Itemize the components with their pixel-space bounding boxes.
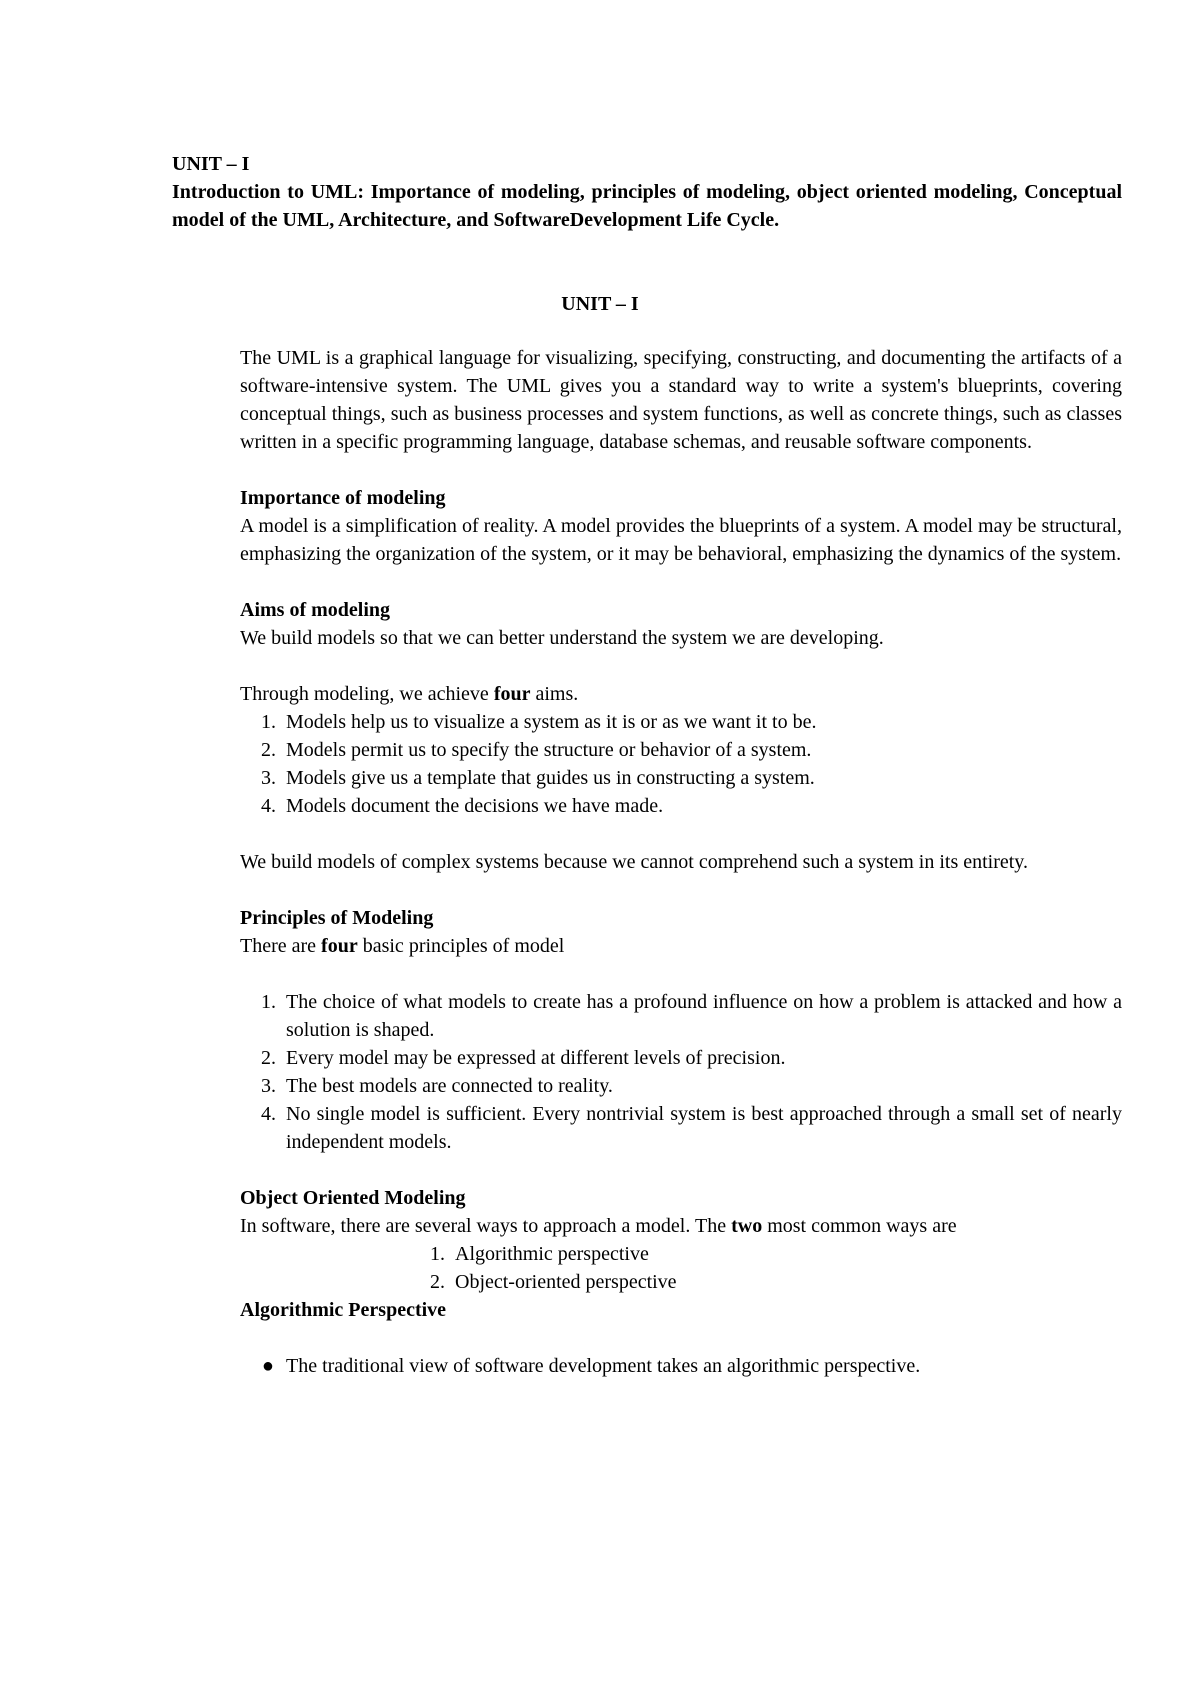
list-number: 3.: [261, 1075, 276, 1097]
list-item-text: Models give us a template that guides us in constructing a system.: [286, 767, 815, 789]
list-item-text: Models help us to visualize a system as it is or as we want it to be.: [286, 711, 817, 733]
oo-intro-after: most common ways are: [762, 1215, 957, 1237]
principles-list: [240, 988, 1122, 1156]
list-item: [409, 1240, 1122, 1268]
list-item-text: The best models are connected to reality.: [286, 1075, 613, 1097]
principles-heading: Principles of Modeling: [240, 907, 434, 929]
importance-text: A model is a simplification of reality. A model provides the blueprints of a system. A model may be structural, emphasizing the organization of the system, or it may be behavioral, emphasizing the dynamics of the system.: [240, 515, 1122, 565]
principles-intro-before: There are: [240, 935, 322, 957]
list-number: 2.: [261, 739, 276, 761]
list-item-text: Object-oriented perspective: [455, 1271, 677, 1293]
aims-intro-bold: four: [493, 683, 531, 705]
aims-closing: We build models of complex systems because we cannot comprehend such a system in its entirety.: [240, 851, 1029, 873]
oo-modeling-intro: [240, 1212, 1122, 1240]
principles-intro: [240, 932, 1122, 960]
list-number: 4.: [261, 1103, 276, 1125]
list-item: [409, 1268, 1122, 1296]
list-item: [240, 1352, 1122, 1380]
algorithmic-bullets: [240, 1352, 1122, 1380]
list-item: [240, 1044, 1122, 1072]
list-number: 1.: [261, 711, 276, 733]
oo-modeling-heading: Object Oriented Modeling: [240, 1187, 466, 1209]
list-item: [240, 988, 1122, 1044]
oo-modeling-list: [240, 1240, 1122, 1296]
aims-list: [240, 708, 1122, 820]
unit-title: UNIT – I: [561, 293, 639, 315]
oo-intro-before: In software, there are several ways to approach a model. The: [240, 1215, 732, 1237]
importance-heading: Importance of modeling: [240, 487, 446, 509]
aims-intro-before: Through modeling, we achieve: [240, 683, 494, 705]
aims-heading: Aims of modeling: [240, 599, 390, 621]
unit-label: UNIT – I: [172, 153, 250, 175]
list-item-text: The traditional view of software development takes an algorithmic perspective.: [286, 1355, 921, 1377]
principles-intro-bold: four: [321, 935, 358, 957]
main-content: [240, 344, 1122, 1380]
list-item: [240, 1100, 1122, 1156]
aims-text: We build models so that we can better understand the system we are developing.: [240, 627, 884, 649]
list-number: 1.: [430, 1243, 445, 1265]
list-item: [240, 736, 1122, 764]
list-number: 1.: [261, 991, 276, 1013]
list-item-text: No single model is sufficient. Every nontrivial system is best approached through a small set of nearly independent models.: [286, 1103, 1122, 1153]
bullet-icon: ●: [261, 1355, 274, 1377]
list-number: 3.: [261, 767, 276, 789]
aims-intro-after: aims.: [530, 683, 579, 705]
syllabus-intro: Introduction to UML: Importance of modeling, principles of modeling, object oriented modeling, Conceptual model of the UML, Architecture, and SoftwareDevelopment Life Cycle.: [172, 181, 1122, 231]
principles-intro-after: basic principles of model: [357, 935, 565, 957]
aims-intro: [240, 680, 1122, 708]
list-item-text: Every model may be expressed at different levels of precision.: [286, 1047, 786, 1069]
list-number: 2.: [261, 1047, 276, 1069]
uml-paragraph: The UML is a graphical language for visualizing, specifying, constructing, and documenting the artifacts of a software-intensive system. The UML gives you a standard way to write a system's blueprints, covering conceptual things, such as business processes and system functions, as well as concrete things, such as classes written in a specific programming language, database schemas, and reusable software components.: [240, 347, 1122, 453]
list-item: [240, 764, 1122, 792]
list-item-text: Models permit us to specify the structure or behavior of a system.: [286, 739, 812, 761]
algorithmic-heading: Algorithmic Perspective: [240, 1299, 447, 1321]
list-item-text: Algorithmic perspective: [455, 1243, 649, 1265]
list-number: 4.: [261, 795, 276, 817]
list-item: [240, 708, 1122, 736]
oo-intro-bold: two: [731, 1215, 763, 1237]
list-item: [240, 792, 1122, 820]
list-item: [240, 1072, 1122, 1100]
list-number: 2.: [430, 1271, 445, 1293]
list-item-text: Models document the decisions we have made.: [286, 795, 664, 817]
list-item-text: The choice of what models to create has a profound influence on how a problem is attacked and how a solution is shaped.: [286, 991, 1122, 1041]
